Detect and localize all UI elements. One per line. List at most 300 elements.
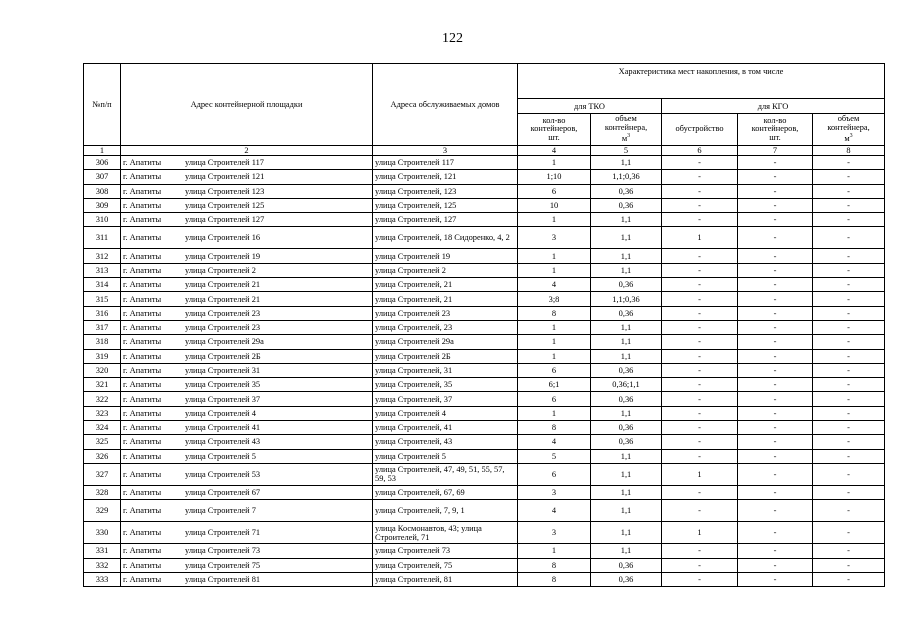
kgo-count: - [738, 278, 813, 292]
kgo-count: - [738, 349, 813, 363]
kgo-arrangement: - [662, 278, 738, 292]
row-number: 316 [84, 306, 121, 320]
row-number: 321 [84, 378, 121, 392]
kgo-volume: - [813, 213, 885, 227]
kgo-count: - [738, 249, 813, 263]
tko-count: 6 [518, 184, 591, 198]
kgo-count: - [738, 435, 813, 449]
street-name: улица Строителей 21 [185, 280, 261, 290]
kgo-arrangement: - [662, 263, 738, 277]
tko-volume: 0,36 [591, 278, 662, 292]
kgo-count: - [738, 572, 813, 586]
tko-volume: 1,1 [591, 335, 662, 349]
served-houses: улица Строителей, 121 [373, 170, 518, 184]
tko-volume: 1,1 [591, 320, 662, 334]
served-houses: улица Строителей 19 [373, 249, 518, 263]
tko-count: 4 [518, 435, 591, 449]
kgo-count: - [738, 320, 813, 334]
kgo-arrangement: - [662, 249, 738, 263]
served-houses: улица Строителей, 47, 49, 51, 55, 57, 59, 53 [373, 463, 518, 485]
site-address [121, 184, 373, 198]
served-houses: улица Строителей 29а [373, 335, 518, 349]
row-number: 317 [84, 320, 121, 334]
site-address [121, 544, 373, 558]
street-name: улица Строителей 81 [185, 574, 261, 584]
row-number: 315 [84, 292, 121, 306]
table-row [84, 349, 885, 363]
city-name: г. Апатиты [123, 560, 162, 570]
kgo-volume: - [813, 406, 885, 420]
kgo-count: - [738, 406, 813, 420]
header-kgo-arrangement: обустройство [662, 114, 738, 146]
street-name: улица Строителей 41 [185, 423, 261, 433]
tko-volume: 1,1 [591, 227, 662, 249]
served-houses: улица Строителей 23 [373, 306, 518, 320]
kgo-volume: - [813, 544, 885, 558]
tko-volume: 1,1 [591, 156, 662, 170]
street-name: улица Строителей 16 [185, 233, 261, 243]
tko-volume: 0,36 [591, 558, 662, 572]
tko-count: 1 [518, 249, 591, 263]
table-row [84, 306, 885, 320]
kgo-count: - [738, 378, 813, 392]
row-number: 312 [84, 249, 121, 263]
site-address [121, 156, 373, 170]
row-number: 323 [84, 406, 121, 420]
kgo-volume: - [813, 249, 885, 263]
kgo-count: - [738, 306, 813, 320]
kgo-arrangement: - [662, 421, 738, 435]
tko-count: 1 [518, 335, 591, 349]
tko-volume: 0,36;1,1 [591, 378, 662, 392]
table-row [84, 320, 885, 334]
kgo-volume: - [813, 522, 885, 544]
kgo-count: - [738, 522, 813, 544]
table-row [84, 170, 885, 184]
served-houses: улица Строителей 117 [373, 156, 518, 170]
kgo-volume: - [813, 170, 885, 184]
kgo-volume: - [813, 227, 885, 249]
kgo-volume: - [813, 558, 885, 572]
table-row [84, 263, 885, 277]
header-kgo: для КГО [662, 99, 885, 114]
kgo-volume: - [813, 392, 885, 406]
header-tko-count: кол-во контейнеров, шт. [518, 114, 591, 146]
tko-volume: 1,1 [591, 349, 662, 363]
tko-volume: 0,36 [591, 392, 662, 406]
street-name: улица Строителей 23 [185, 308, 261, 318]
city-name: г. Апатиты [123, 215, 162, 225]
street-name: улица Строителей 37 [185, 394, 261, 404]
row-number: 330 [84, 522, 121, 544]
site-address [121, 500, 373, 522]
tko-volume: 1,1;0,36 [591, 292, 662, 306]
table-row [84, 335, 885, 349]
table-row [84, 156, 885, 170]
table-row [84, 544, 885, 558]
tko-volume: 0,36 [591, 435, 662, 449]
served-houses: улица Космонавтов, 43; улица Строителей, 71 [373, 522, 518, 544]
tko-count: 6 [518, 363, 591, 377]
served-houses: улица Строителей, 21 [373, 278, 518, 292]
street-name: улица Строителей 35 [185, 380, 261, 390]
city-name: г. Апатиты [123, 308, 162, 318]
tko-count: 6 [518, 392, 591, 406]
city-name: г. Апатиты [123, 451, 162, 461]
served-houses: улица Строителей, 7, 9, 1 [373, 500, 518, 522]
kgo-arrangement: - [662, 213, 738, 227]
tko-count: 1 [518, 263, 591, 277]
site-address [121, 435, 373, 449]
tko-count: 1 [518, 544, 591, 558]
site-address [121, 558, 373, 572]
tko-volume: 0,36 [591, 572, 662, 586]
kgo-volume: - [813, 292, 885, 306]
table-row [84, 406, 885, 420]
kgo-arrangement: 1 [662, 463, 738, 485]
site-address [121, 421, 373, 435]
row-number: 311 [84, 227, 121, 249]
kgo-arrangement: - [662, 292, 738, 306]
kgo-count: - [738, 558, 813, 572]
street-name: улица Строителей 127 [185, 215, 265, 225]
kgo-count: - [738, 421, 813, 435]
tko-count: 3 [518, 227, 591, 249]
city-name: г. Апатиты [123, 158, 162, 168]
served-houses: улица Строителей, 41 [373, 421, 518, 435]
table-row [84, 363, 885, 377]
row-number: 309 [84, 198, 121, 212]
tko-count: 4 [518, 500, 591, 522]
kgo-volume: - [813, 435, 885, 449]
header-kgo-count: кол-во контейнеров, шт. [738, 114, 813, 146]
street-name: улица Строителей 117 [185, 158, 264, 168]
tko-count: 1 [518, 213, 591, 227]
kgo-arrangement: 1 [662, 522, 738, 544]
table-row [84, 463, 885, 485]
served-houses: улица Строителей, 21 [373, 292, 518, 306]
street-name: улица Строителей 123 [185, 186, 265, 196]
tko-count: 8 [518, 572, 591, 586]
kgo-arrangement: - [662, 306, 738, 320]
kgo-arrangement: - [662, 392, 738, 406]
city-name: г. Апатиты [123, 528, 162, 538]
street-name: улица Строителей 4 [185, 408, 256, 418]
street-name: улица Строителей 5 [185, 451, 256, 461]
kgo-count: - [738, 184, 813, 198]
column-number: 5 [591, 146, 662, 156]
tko-count: 3 [518, 522, 591, 544]
street-name: улица Строителей 21 [185, 294, 261, 304]
street-name: улица Строителей 19 [185, 251, 261, 261]
kgo-volume: - [813, 363, 885, 377]
row-number: 328 [84, 485, 121, 499]
site-address [121, 263, 373, 277]
table-row [84, 198, 885, 212]
row-number: 313 [84, 263, 121, 277]
kgo-count: - [738, 198, 813, 212]
city-name: г. Апатиты [123, 574, 162, 584]
city-name: г. Апатиты [123, 506, 162, 516]
kgo-volume: - [813, 306, 885, 320]
column-number: 2 [121, 146, 373, 156]
city-name: г. Апатиты [123, 323, 162, 333]
served-houses: улица Строителей, 31 [373, 363, 518, 377]
column-number: 7 [738, 146, 813, 156]
kgo-count: - [738, 156, 813, 170]
kgo-count: - [738, 463, 813, 485]
column-number: 4 [518, 146, 591, 156]
kgo-count: - [738, 263, 813, 277]
kgo-count: - [738, 449, 813, 463]
street-name: улица Строителей 29а [185, 337, 264, 347]
site-address [121, 349, 373, 363]
tko-count: 6;1 [518, 378, 591, 392]
kgo-count: - [738, 335, 813, 349]
city-name: г. Апатиты [123, 251, 162, 261]
tko-volume: 1,1 [591, 522, 662, 544]
table-row [84, 558, 885, 572]
city-name: г. Апатиты [123, 546, 162, 556]
site-address [121, 335, 373, 349]
table-body [84, 156, 885, 587]
site-address [121, 249, 373, 263]
street-name: улица Строителей 43 [185, 437, 261, 447]
tko-volume: 0,36 [591, 306, 662, 320]
kgo-count: - [738, 485, 813, 499]
row-number: 310 [84, 213, 121, 227]
kgo-arrangement: - [662, 449, 738, 463]
site-address [121, 463, 373, 485]
kgo-arrangement: - [662, 485, 738, 499]
column-number: 8 [813, 146, 885, 156]
city-name: г. Апатиты [123, 201, 162, 211]
row-number: 318 [84, 335, 121, 349]
table-row [84, 184, 885, 198]
city-name: г. Апатиты [123, 366, 162, 375]
city-name: г. Апатиты [123, 423, 162, 433]
street-name: улица Строителей 121 [185, 172, 265, 182]
city-name: г. Апатиты [123, 294, 162, 304]
served-houses: улица Строителей, 23 [373, 320, 518, 334]
street-name: улица Строителей 23 [185, 323, 261, 333]
tko-volume: 1,1 [591, 500, 662, 522]
site-address [121, 363, 373, 377]
kgo-arrangement: - [662, 544, 738, 558]
tko-count: 5 [518, 449, 591, 463]
tko-volume: 1,1 [591, 263, 662, 277]
city-name: г. Апатиты [123, 280, 162, 290]
kgo-arrangement: - [662, 156, 738, 170]
served-houses: улица Строителей, 37 [373, 392, 518, 406]
row-number: 319 [84, 349, 121, 363]
tko-count: 10 [518, 198, 591, 212]
kgo-volume: - [813, 320, 885, 334]
table-row [84, 249, 885, 263]
kgo-count: - [738, 213, 813, 227]
kgo-arrangement: - [662, 363, 738, 377]
row-number: 332 [84, 558, 121, 572]
column-number: 6 [662, 146, 738, 156]
served-houses: улица Строителей, 18 Сидоренко, 4, 2 [373, 227, 518, 249]
site-address [121, 522, 373, 544]
tko-count: 8 [518, 558, 591, 572]
header-num: №п/п [84, 64, 121, 146]
column-number: 3 [373, 146, 518, 156]
table-header [84, 64, 885, 156]
city-name: г. Апатиты [123, 408, 162, 418]
kgo-arrangement: - [662, 558, 738, 572]
street-name: улица Строителей 67 [185, 488, 261, 498]
header-kgo-volume: объем контейнера, $м^3$ [813, 114, 885, 146]
header-address: Адрес контейнерной площадки [121, 64, 373, 146]
kgo-volume: - [813, 572, 885, 586]
kgo-count: - [738, 544, 813, 558]
site-address [121, 392, 373, 406]
served-houses: улица Строителей, 43 [373, 435, 518, 449]
kgo-volume: - [813, 198, 885, 212]
kgo-volume: - [813, 263, 885, 277]
served-houses: улица Строителей, 125 [373, 198, 518, 212]
kgo-arrangement: - [662, 500, 738, 522]
tko-volume: 0,36 [591, 421, 662, 435]
served-houses: улица Строителей, 127 [373, 213, 518, 227]
row-number: 322 [84, 392, 121, 406]
kgo-volume: - [813, 184, 885, 198]
street-name: улица Строителей 53 [185, 469, 261, 479]
row-number: 324 [84, 421, 121, 435]
kgo-volume: - [813, 349, 885, 363]
table-row [84, 378, 885, 392]
street-name: улица Строителей 2Б [185, 351, 261, 361]
table-row [84, 421, 885, 435]
row-number: 326 [84, 449, 121, 463]
site-address [121, 406, 373, 420]
row-number: 320 [84, 363, 121, 377]
kgo-arrangement: - [662, 378, 738, 392]
tko-volume: 1,1 [591, 406, 662, 420]
column-number: 1 [84, 146, 121, 156]
site-address [121, 306, 373, 320]
served-houses: улица Строителей 5 [373, 449, 518, 463]
column-numbers-row [84, 146, 885, 156]
tko-volume: 1,1 [591, 449, 662, 463]
city-name: г. Апатиты [123, 488, 162, 498]
kgo-count: - [738, 500, 813, 522]
tko-count: 1 [518, 406, 591, 420]
kgo-arrangement: - [662, 435, 738, 449]
served-houses: улица Строителей, 35 [373, 378, 518, 392]
city-name: г. Апатиты [123, 469, 162, 479]
city-name: г. Апатиты [123, 233, 162, 243]
tko-count: 1 [518, 349, 591, 363]
site-address [121, 198, 373, 212]
served-houses: улица Строителей, 81 [373, 572, 518, 586]
row-number: 325 [84, 435, 121, 449]
kgo-arrangement: - [662, 198, 738, 212]
header-tko-volume: объем контейнера, $м^3$ [591, 114, 662, 146]
street-name: улица Строителей 75 [185, 560, 261, 570]
site-address [121, 170, 373, 184]
served-houses: улица Строителей 2Б [373, 349, 518, 363]
tko-count: 4 [518, 278, 591, 292]
row-number: 308 [84, 184, 121, 198]
kgo-volume: - [813, 421, 885, 435]
kgo-volume: - [813, 500, 885, 522]
table-row [84, 500, 885, 522]
kgo-volume: - [813, 463, 885, 485]
city-name: г. Апатиты [123, 265, 162, 275]
tko-volume: 0,36 [591, 198, 662, 212]
table-row [84, 213, 885, 227]
city-name: г. Апатиты [123, 351, 162, 361]
kgo-volume: - [813, 449, 885, 463]
header-characteristic: Характеристика мест накопления, в том числе [518, 64, 885, 99]
row-number: 306 [84, 156, 121, 170]
site-address [121, 378, 373, 392]
street-name: улица Строителей 125 [185, 201, 265, 211]
table-row [84, 278, 885, 292]
table-row [84, 435, 885, 449]
kgo-volume: - [813, 156, 885, 170]
tko-volume: 1,1 [591, 249, 662, 263]
served-houses: улица Строителей 73 [373, 544, 518, 558]
kgo-count: - [738, 363, 813, 377]
kgo-count: - [738, 170, 813, 184]
city-name: г. Апатиты [123, 394, 162, 404]
tko-count: 8 [518, 421, 591, 435]
served-houses: улица Строителей 2 [373, 263, 518, 277]
site-address [121, 292, 373, 306]
table-row [84, 227, 885, 249]
table-row [84, 292, 885, 306]
site-address [121, 320, 373, 334]
tko-volume: 1,1 [591, 463, 662, 485]
street-name: улица Строителей 73 [185, 546, 261, 556]
kgo-count: - [738, 392, 813, 406]
row-number: 329 [84, 500, 121, 522]
tko-count: 1;10 [518, 170, 591, 184]
row-number: 314 [84, 278, 121, 292]
city-name: г. Апатиты [123, 437, 162, 447]
city-name: г. Апатиты [123, 186, 162, 196]
table-row [84, 449, 885, 463]
row-number: 327 [84, 463, 121, 485]
street-name: улица Строителей 2 [185, 265, 256, 275]
served-houses: улица Строителей 4 [373, 406, 518, 420]
tko-count: 1 [518, 156, 591, 170]
row-number: 331 [84, 544, 121, 558]
kgo-arrangement: - [662, 335, 738, 349]
kgo-count: - [738, 227, 813, 249]
header-tko: для ТКО [518, 99, 662, 114]
kgo-volume: - [813, 278, 885, 292]
served-houses: улица Строителей, 75 [373, 558, 518, 572]
header-houses: Адреса обслуживаемых домов [373, 64, 518, 146]
table-row [84, 522, 885, 544]
kgo-arrangement: - [662, 184, 738, 198]
tko-count: 8 [518, 306, 591, 320]
tko-count: 3;8 [518, 292, 591, 306]
street-name: улица Строителей 71 [185, 528, 261, 538]
site-address [121, 449, 373, 463]
page-number: 122 [442, 31, 463, 46]
site-address [121, 213, 373, 227]
street-name: улица Строителей 7 [185, 506, 256, 516]
tko-volume: 1,1 [591, 213, 662, 227]
site-address [121, 572, 373, 586]
row-number: 333 [84, 572, 121, 586]
